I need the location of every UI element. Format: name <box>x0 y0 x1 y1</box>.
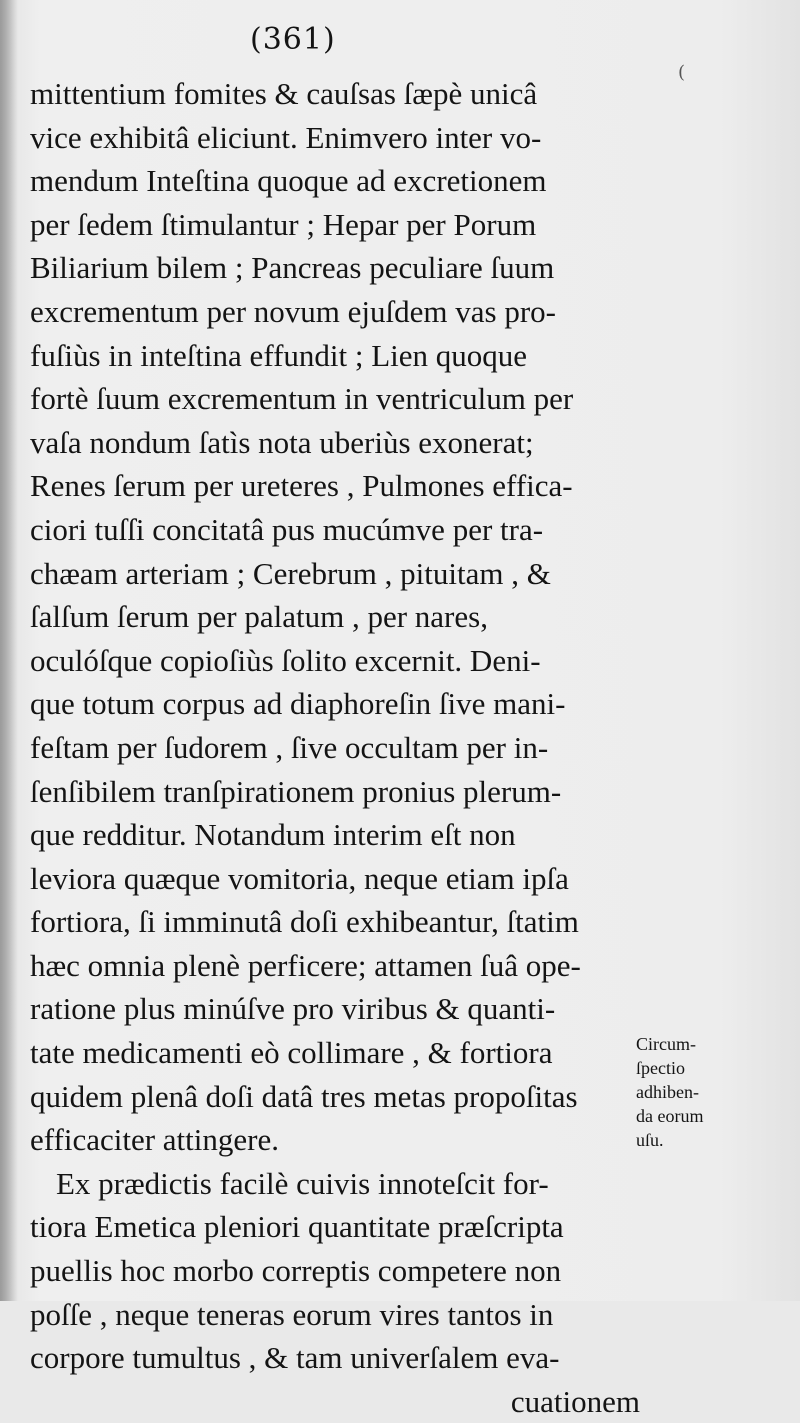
text-line: mittentium fomites & cauſsas ſæpè unicâ <box>30 76 538 111</box>
margin-note-line: ſpectio <box>636 1058 685 1078</box>
text-line: quidem plenâ doſi datâ tres metas propoſitas <box>30 1078 578 1114</box>
text-line: per ſedem ſtimulantur ; Hepar per Porum <box>30 206 537 242</box>
text-line: Biliarium bilem ; Pancreas peculiare ſuum <box>30 250 555 286</box>
text-line: ciori tuſſi concitatâ pus mucúmve per tra- <box>30 511 544 547</box>
text-line: tiora Emetica pleniori quantitate præſcripta <box>30 1209 564 1245</box>
text-line: que totum corpus ad diaphoreſin ſive mani- <box>30 686 566 722</box>
corner-mark: ( <box>678 62 686 83</box>
margin-note-line: adhiben- <box>636 1082 699 1102</box>
text-line: ſenſibilem tranſpirationem pronius plerum- <box>30 773 562 809</box>
text-line: puellis hoc morbo correptis competere non <box>30 1253 562 1289</box>
text-line: fortè ſuum excrementum in ventriculum per <box>30 381 574 417</box>
text-line: corpore tumultus , & tam univerſalem eva- <box>30 1340 560 1376</box>
text-line: chæam arteriam ; Cerebrum , pituitam , & <box>30 555 551 591</box>
text-line: poſſe , neque teneras eorum vires tantos in <box>30 1296 554 1332</box>
text-line: feſtam per ſudorem , ſive occultam per in- <box>30 729 549 765</box>
text-line: fuſiùs in inteſtina effundit ; Lien quoque <box>30 337 528 373</box>
text-line: mendum Inteſtina quoque ad excretionem <box>30 163 547 199</box>
text-line: oculóſque copioſiùs ſolito excernit. Deni- <box>30 642 541 678</box>
page-number: (361) <box>250 22 336 57</box>
margin-note-line: Circum- <box>636 1034 696 1054</box>
text-line: tate medicamenti eò collimare , & fortiora <box>30 1035 553 1071</box>
catchword-line: cuationem <box>510 1383 640 1419</box>
text-line: fortiora, ſi imminutâ doſi exhibeantur, ſtatim <box>30 904 579 940</box>
text-line: hæc omnia plenè perficere; attamen ſuâ ope- <box>30 947 581 983</box>
text-line: ratione plus minúſve pro viribus & quanti- <box>30 991 556 1027</box>
text-line: que redditur. Notandum interim eſt non <box>30 817 516 853</box>
text-line: Renes ſerum per ureteres , Pulmones efficа- <box>30 468 573 504</box>
paragraph-start-line: Ex prædictis facilè cuivis innoteſcit for- <box>56 1165 549 1201</box>
body-text <box>30 72 640 1423</box>
margin-note-line: da eorum <box>636 1106 704 1126</box>
margin-note <box>636 1032 786 1152</box>
text-line: vice exhibitâ eliciunt. Enimvero inter vo- <box>30 119 542 155</box>
text-line: efficaciter attingere. <box>30 1122 279 1158</box>
text-line: vaſa nondum ſatìs nota uberiùs exonerat; <box>30 424 534 460</box>
text-line: excrementum per novum ejuſdem vas pro- <box>30 293 556 329</box>
margin-note-line: uſu. <box>636 1130 664 1150</box>
binding-shadow <box>0 0 18 1301</box>
text-line: ſalſum ſerum per palatum , per nares, <box>30 599 488 635</box>
text-line: leviora quæque vomitoria, neque etiam ipſa <box>30 860 569 896</box>
